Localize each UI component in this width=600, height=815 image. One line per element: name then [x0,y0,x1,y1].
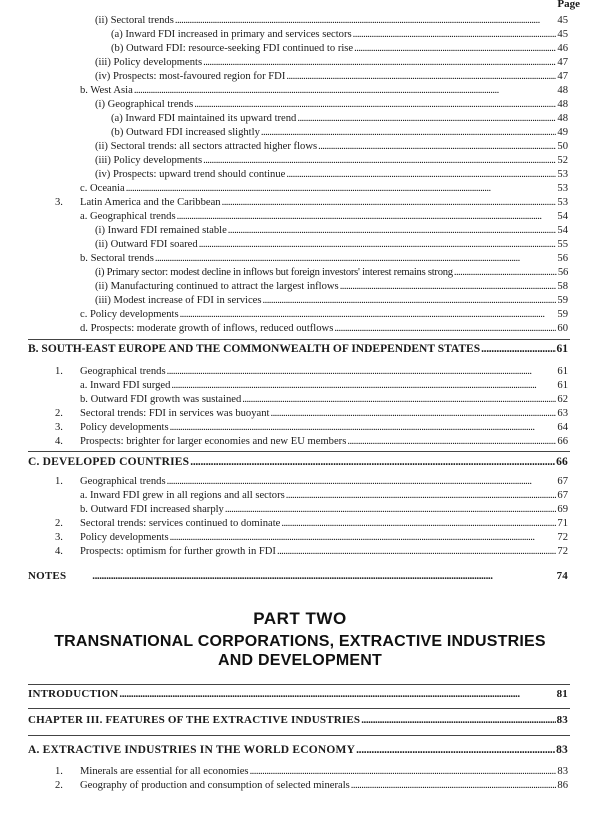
toc-entry[interactable]: (a) Inward FDI increased in primary and services sectors . . . 45 [111,28,568,41]
toc-entry-number: 2. [55,518,63,529]
toc-chapter-heading[interactable]: CHAPTER III. FEATURES OF THE EXTRACTIVE INDUSTRIES . . . 83 [28,714,568,727]
toc-entry[interactable]: (b) Outward FDI: resource-seeking FDI continued to rise . . . 46 [111,42,568,55]
section-divider [28,451,570,452]
toc-entry-number: 1. [55,476,63,487]
toc-entry[interactable]: Geographical trends . . . 61 [80,365,568,378]
toc-section-heading[interactable]: INTRODUCTION . . . 81 [28,688,568,701]
toc-entry-number: 2. [55,408,63,419]
toc-entry[interactable]: (ii) Outward FDI soared . . . 55 [95,238,568,251]
toc-entry[interactable]: c. Policy developments . . . 59 [80,308,568,321]
toc-entry[interactable]: (i) Inward FDI remained stable . . . 54 [95,224,568,237]
toc-notes-entry[interactable]: NOTES . . . 74 [28,570,568,583]
toc-entry[interactable]: (ii) Sectoral trends . . . 45 [95,14,568,27]
toc-entry[interactable]: b. Sectoral trends . . . 56 [80,252,568,265]
toc-entry[interactable]: Prospects: optimism for further growth in FDI . . . 72 [80,545,568,558]
toc-entry-number: 3. [55,197,63,208]
toc-entry-number: 3. [55,532,63,543]
toc-section-heading[interactable]: B. SOUTH-EAST EUROPE AND THE COMMONWEALTH OF INDEPENDENT STATES . . . 61 [28,343,568,356]
section-divider [28,708,570,709]
toc-entry[interactable]: (a) Inward FDI maintained its upward trend . . . 48 [111,112,568,125]
toc-entry[interactable]: (i) Primary sector: modest decline in inflows but foreign investors' interest remains strong . . . 56 [95,266,568,279]
toc-entry[interactable]: (iv) Prospects: most-favoured region for FDI . . . 47 [95,70,568,83]
toc-entry-number: 1. [55,366,63,377]
toc-entry[interactable]: (ii) Manufacturing continued to attract the largest inflows . . . 58 [95,280,568,293]
toc-entry[interactable]: Prospects: brighter for larger economies and new EU members . . . 66 [80,435,568,448]
toc-entry[interactable]: Policy developments . . . 72 [80,531,568,544]
toc-entry[interactable]: b. Outward FDI growth was sustained . . . 62 [80,393,568,406]
toc-entry-number: 1. [55,766,63,777]
toc-section-heading[interactable]: C. DEVELOPED COUNTRIES . . . 66 [28,456,568,469]
toc-entry-number: 4. [55,546,63,557]
section-divider [28,684,570,685]
toc-entry[interactable]: c. Oceania . . . 53 [80,182,568,195]
toc-entry[interactable]: Minerals are essential for all economies . . . 83 [80,765,568,778]
toc-entry[interactable]: Geographical trends . . . 67 [80,475,568,488]
toc-entry[interactable]: b. Outward FDI increased sharply . . . 69 [80,503,568,516]
toc-entry-number: 4. [55,436,63,447]
toc-entry[interactable]: (iii) Policy developments . . . 52 [95,154,568,167]
toc-entry[interactable]: b. West Asia . . . 48 [80,84,568,97]
part-title-line1: TRANSNATIONAL CORPORATIONS, EXTRACTIVE INDUSTRIES [54,633,546,650]
toc-entry[interactable]: a. Inward FDI surged . . . 61 [80,379,568,392]
toc-entry[interactable]: d. Prospects: moderate growth of inflows, reduced outflows . . . 60 [80,322,568,335]
toc-entry[interactable]: (i) Geographical trends . . . 48 [95,98,568,111]
page-column-header: Page [557,0,580,10]
part-title-line2: AND DEVELOPMENT [218,652,382,669]
toc-entry[interactable]: (b) Outward FDI increased slightly . . . 49 [111,126,568,139]
toc-entry[interactable]: (iv) Prospects: upward trend should continue . . . 53 [95,168,568,181]
toc-entry[interactable]: Latin America and the Caribbean . . . 53 [80,196,568,209]
toc-entry[interactable]: Sectoral trends: services continued to dominate . . . 71 [80,517,568,530]
section-divider [28,339,570,340]
toc-entry[interactable]: a. Geographical trends . . . 54 [80,210,568,223]
toc-entry[interactable]: Geography of production and consumption of selected minerals . . . 86 [80,779,568,792]
toc-entry-number: 2. [55,780,63,791]
toc-entry[interactable]: Policy developments . . . 64 [80,421,568,434]
toc-entry-number: 3. [55,422,63,433]
toc-entry[interactable]: (iii) Policy developments . . . 47 [95,56,568,69]
part-heading: PART TWO [253,609,347,628]
section-divider [28,735,570,736]
toc-entry[interactable]: (ii) Sectoral trends: all sectors attracted higher flows . . . 50 [95,140,568,153]
toc-entry[interactable]: a. Inward FDI grew in all regions and all sectors . . . 67 [80,489,568,502]
toc-entry[interactable]: Sectoral trends: FDI in services was buoyant . . . 63 [80,407,568,420]
toc-entry[interactable]: (iii) Modest increase of FDI in services . . . 59 [95,294,568,307]
toc-section-heading[interactable]: A. EXTRACTIVE INDUSTRIES IN THE WORLD ECONOMY . . . 83 [28,744,568,757]
